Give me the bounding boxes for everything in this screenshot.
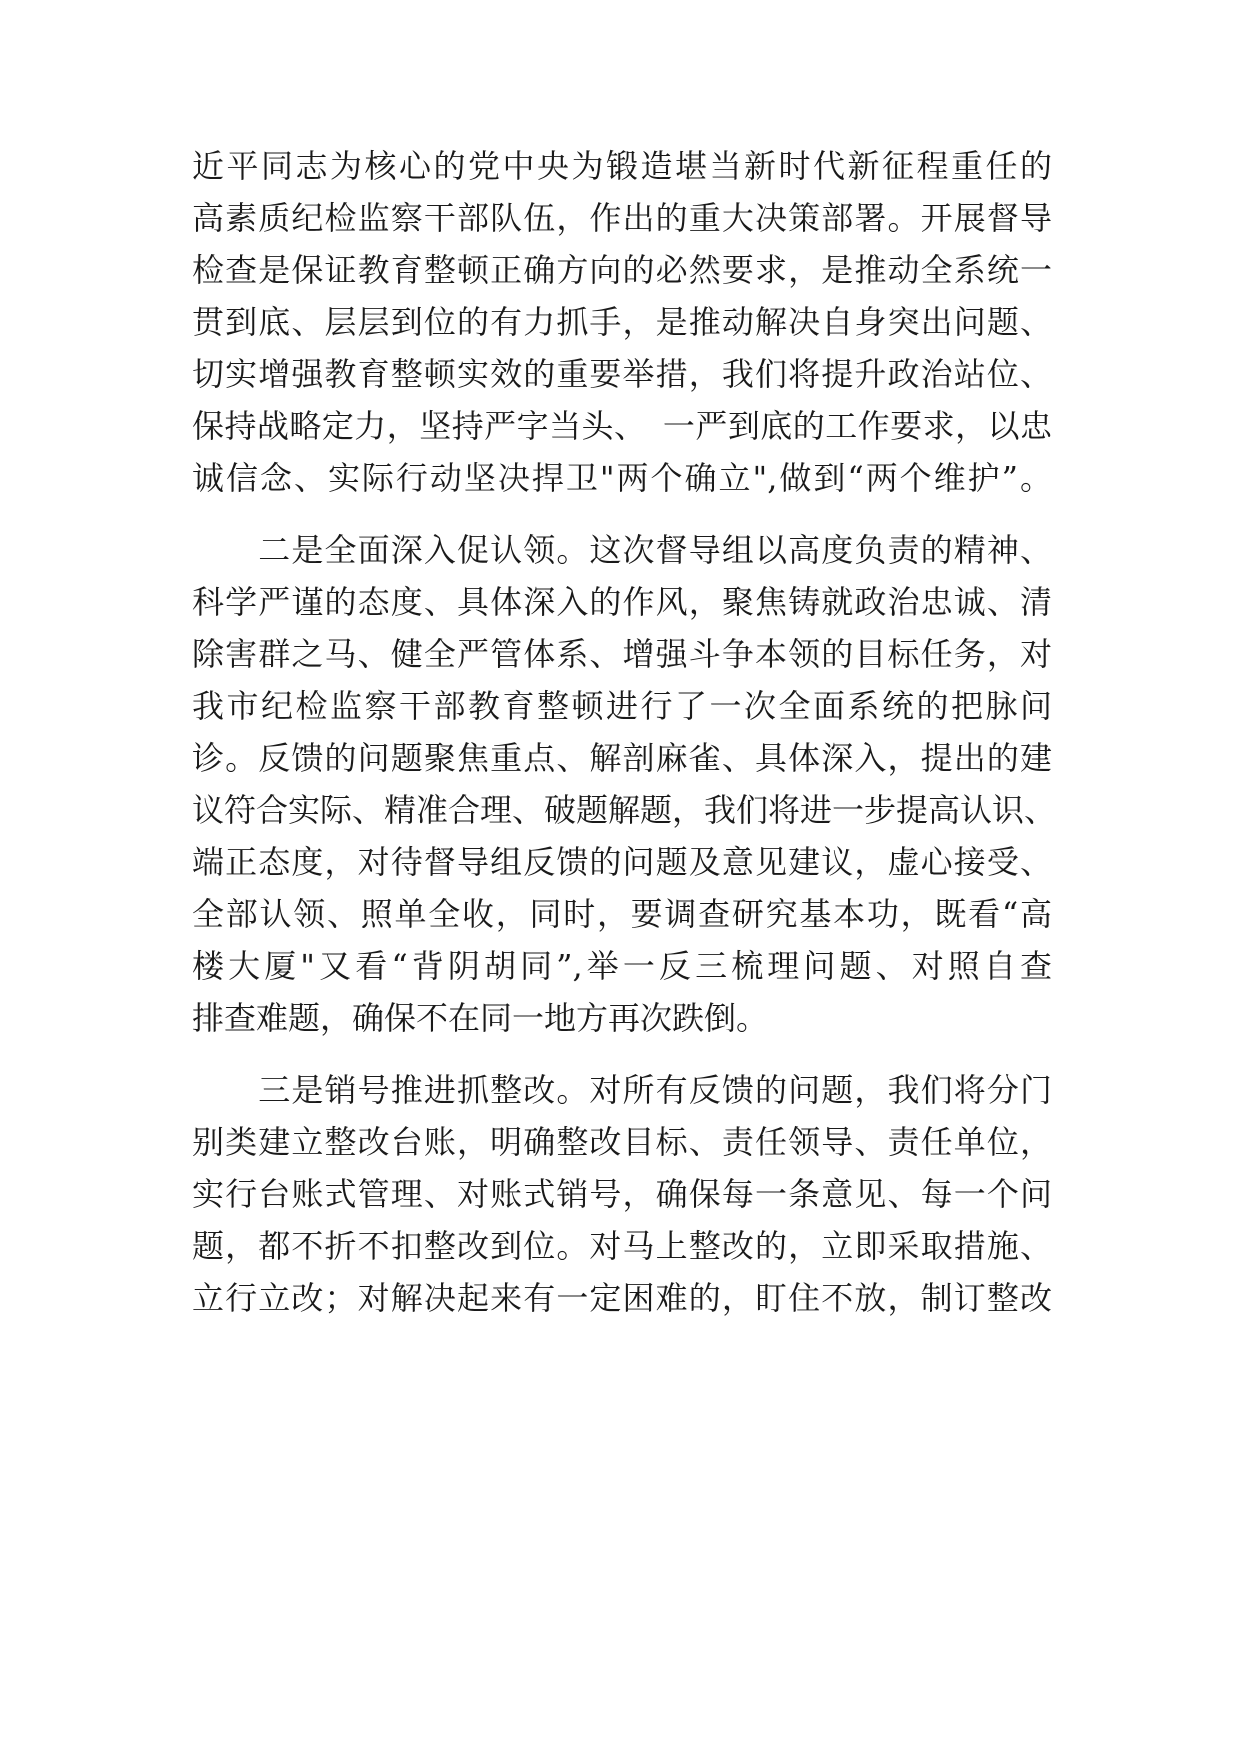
text-line: 诊。反馈的问题聚焦重点、解剖麻雀、具体深入，提出的建 [192, 739, 1052, 777]
text-line: 我市纪检监察干部教育整顿进行了一次全面系统的把脉问 [192, 687, 1052, 725]
text-line: 楼大厦"又看“背阴胡同”,举一反三梳理问题、对照自查 [192, 947, 1052, 985]
text-line: 端正态度，对待督导组反馈的问题及意见建议，虚心接受、 [192, 843, 1052, 881]
text-line: 实行台账式管理、对账式销号，确保每一条意见、每一个问 [192, 1175, 1052, 1213]
text-line: 诚信念、实际行动坚决捍卫"两个确立",做到“两个维护”。 [192, 459, 1052, 497]
text-line: 切实增强教育整顿实效的重要举措，我们将提升政治站位、 [192, 355, 1052, 393]
text-line: 近平同志为核心的党中央为锻造堪当新时代新征程重任的 [192, 147, 1052, 185]
text-line: 题，都不折不扣整改到位。对马上整改的，立即采取措施、 [192, 1227, 1052, 1265]
text-line: 贯到底、层层到位的有力抓手，是推动解决自身突出问题、 [192, 303, 1052, 341]
text-line: 议符合实际、精准合理、破题解题，我们将进一步提高认识、 [192, 791, 1057, 829]
text-line: 三是销号推进抓整改。对所有反馈的问题，我们将分门 [192, 1071, 1052, 1109]
text-line: 排查难题，确保不在同一地方再次跌倒。 [192, 999, 769, 1037]
text-line: 除害群之马、健全严管体系、增强斗争本领的目标任务，对 [192, 635, 1052, 673]
text-line: 全部认领、照单全收，同时，要调查研究基本功，既看“高 [192, 895, 1052, 933]
text-line: 检查是保证教育整顿正确方向的必然要求，是推动全系统一 [192, 251, 1052, 289]
text-line: 科学严谨的态度、具体深入的作风，聚焦铸就政治忠诚、清 [192, 583, 1052, 621]
text-line: 高素质纪检监察干部队伍，作出的重大决策部署。开展督导 [192, 199, 1052, 237]
text-line: 别类建立整改台账，明确整改目标、责任领导、责任单位， [192, 1123, 1052, 1161]
text-line: 二是全面深入促认领。这次督导组以高度负责的精神、 [192, 531, 1052, 569]
text-line: 立行立改；对解决起来有一定困难的，盯住不放，制订整改 [192, 1279, 1052, 1317]
text-line: 保持战略定力，坚持严字当头、 一严到底的工作要求，以忠 [192, 407, 1052, 445]
